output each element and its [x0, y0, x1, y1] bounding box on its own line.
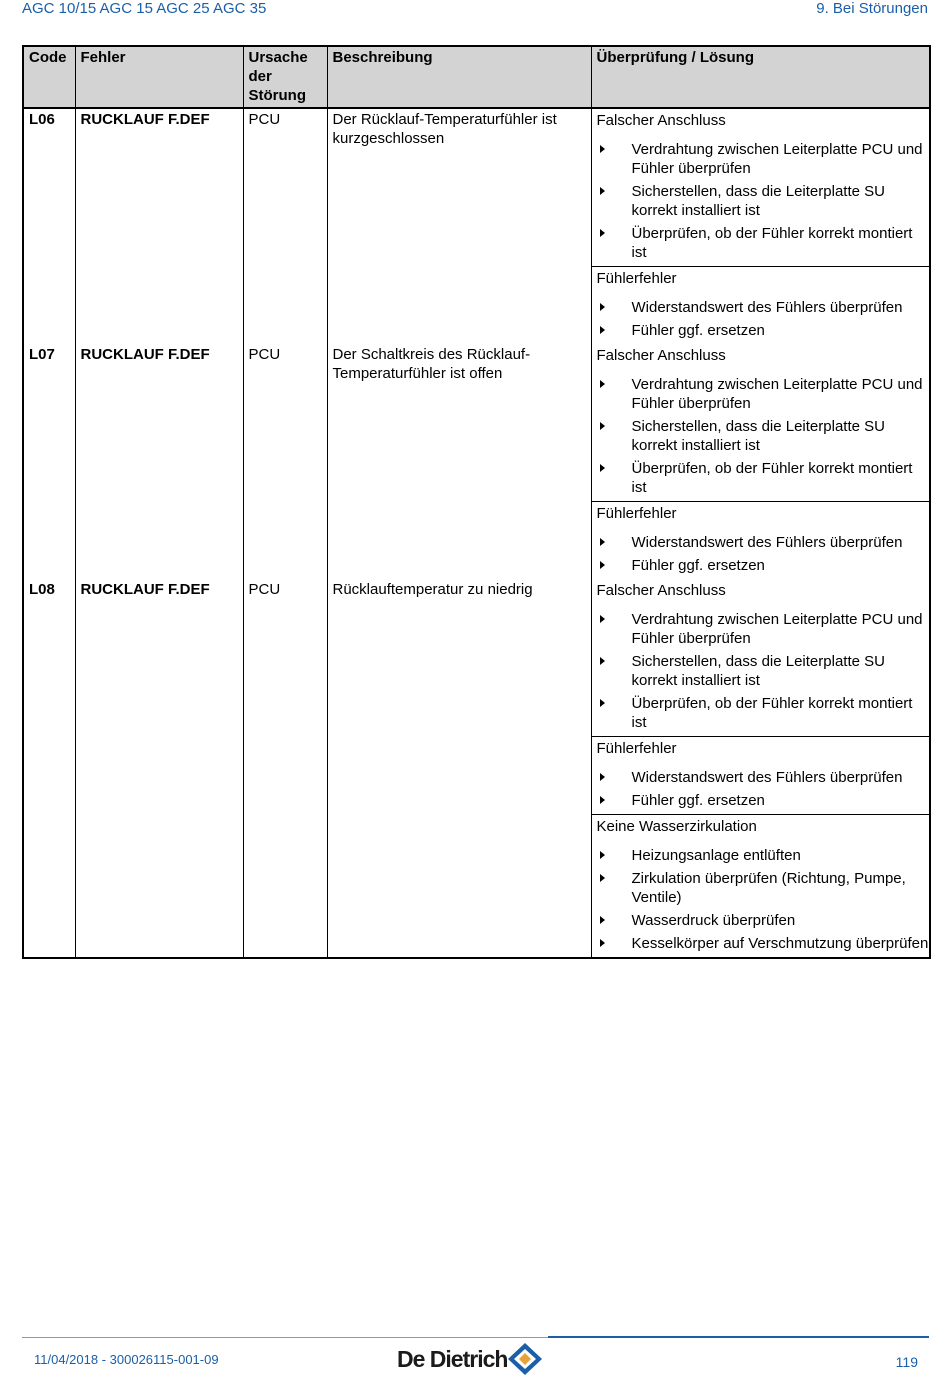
col-header-description: Beschreibung [327, 46, 591, 108]
triangle-right-icon [600, 464, 605, 472]
solution-item [592, 556, 930, 575]
triangle-right-icon [600, 657, 605, 665]
error-solution-cell [591, 108, 930, 344]
error-code-cell: L07 [23, 344, 75, 579]
solution-group-title: Fühlerfehler [596, 740, 677, 757]
solution-item-text: Sicherstellen, dass die Leiterplatte SU korrekt installiert ist [631, 418, 885, 454]
triangle-right-icon [600, 145, 605, 153]
solution-group-title: Fühlerfehler [596, 505, 677, 522]
solution-item-text: Widerstandswert des Fühlers überprüfen [631, 534, 903, 551]
col-header-solution: Überprüfung / Lösung [591, 46, 930, 108]
triangle-right-icon [600, 561, 605, 569]
solution-group-title: Falscher Anschluss [596, 112, 726, 129]
solution-item [592, 459, 930, 497]
col-header-fault: Fehler [75, 46, 243, 108]
solution-item-text: Verdrahtung zwischen Leiterplatte PCU und Fühler überprüfen [631, 611, 923, 647]
col-header-cause: Ursache der Störung [243, 46, 327, 108]
error-code-cell: L08 [23, 579, 75, 958]
triangle-right-icon [600, 326, 605, 334]
solution-item-text: Sicherstellen, dass die Leiterplatte SU korrekt installiert ist [631, 183, 885, 219]
solution-group [592, 501, 930, 575]
solution-item-text: Fühler ggf. ersetzen [631, 322, 765, 339]
triangle-right-icon [600, 874, 605, 882]
solution-group-title: Falscher Anschluss [596, 582, 726, 599]
brand-logo [397, 1342, 543, 1376]
solution-item [592, 791, 930, 810]
table-row [23, 579, 930, 958]
triangle-right-icon [600, 303, 605, 311]
solution-group-title: Fühlerfehler [596, 270, 677, 287]
solution-item-text: Überprüfen, ob der Fühler korrekt montiert ist [631, 225, 913, 261]
solution-item [592, 869, 930, 907]
error-solution-cell [591, 344, 930, 579]
triangle-right-icon [600, 187, 605, 195]
solution-item-text: Verdrahtung zwischen Leiterplatte PCU und Fühler überprüfen [631, 141, 923, 177]
triangle-right-icon [600, 229, 605, 237]
error-fault-cell: RUCKLAUF F.DEF [75, 579, 243, 958]
solution-item [592, 533, 930, 552]
error-table [22, 45, 931, 959]
solution-group [592, 266, 930, 340]
table-row [23, 108, 930, 344]
solution-item [592, 224, 930, 262]
solution-item [592, 911, 930, 930]
solution-item-text: Wasserdruck überprüfen [631, 912, 796, 929]
solution-item [592, 417, 930, 455]
triangle-right-icon [600, 939, 605, 947]
solution-item-text: Überprüfen, ob der Fühler korrekt montiert ist [631, 695, 913, 731]
triangle-right-icon [600, 380, 605, 388]
solution-item [592, 140, 930, 178]
error-description-cell: Der Rücklauf-Temperaturfühler ist kurzgeschlossen [327, 108, 591, 344]
table-header-row [23, 46, 930, 108]
solution-item-text: Widerstandswert des Fühlers überprüfen [631, 769, 903, 786]
footer-date-ref: 11/04/2018 - 300026115-001-09 [34, 1352, 219, 1367]
error-fault-cell: RUCKLAUF F.DEF [75, 108, 243, 344]
solution-item [592, 652, 930, 690]
solution-item-text: Zirkulation überprüfen (Richtung, Pumpe, Ventile) [631, 870, 906, 906]
triangle-right-icon [600, 796, 605, 804]
solution-group-title: Keine Wasserzirkulation [596, 818, 757, 835]
solution-item [592, 934, 930, 953]
col-header-code: Code [23, 46, 75, 108]
table-body [23, 108, 930, 958]
solution-item-text: Widerstandswert des Fühlers überprüfen [631, 299, 903, 316]
solution-item [592, 375, 930, 413]
footer-accent-bar [548, 1336, 929, 1338]
solution-item-text: Fühler ggf. ersetzen [631, 792, 765, 809]
table-row [23, 344, 930, 579]
solution-group [592, 736, 930, 810]
solution-item-text: Sicherstellen, dass die Leiterplatte SU korrekt installiert ist [631, 653, 885, 689]
solution-item-text: Überprüfen, ob der Fühler korrekt montiert ist [631, 460, 913, 496]
solution-group [592, 344, 930, 497]
triangle-right-icon [600, 851, 605, 859]
de-dietrich-diamond-icon [507, 1342, 543, 1376]
solution-item-text: Kesselkörper auf Verschmutzung überprüfen [631, 935, 929, 952]
error-solution-cell [591, 579, 930, 958]
solution-item-text: Fühler ggf. ersetzen [631, 557, 765, 574]
header-models: AGC 10/15 AGC 15 AGC 25 AGC 35 [22, 0, 267, 17]
triangle-right-icon [600, 916, 605, 924]
triangle-right-icon [600, 699, 605, 707]
solution-item [592, 610, 930, 648]
solution-item-text: Heizungsanlage entlüften [631, 847, 801, 864]
solution-item-text: Verdrahtung zwischen Leiterplatte PCU und Fühler überprüfen [631, 376, 923, 412]
solution-item [592, 846, 930, 865]
solution-group-title: Falscher Anschluss [596, 347, 726, 364]
solution-item [592, 298, 930, 317]
solution-group [592, 579, 930, 732]
solution-item [592, 694, 930, 732]
solution-item [592, 321, 930, 340]
error-cause-cell: PCU [243, 108, 327, 344]
header-section: 9. Bei Störungen [816, 0, 928, 17]
triangle-right-icon [600, 615, 605, 623]
solution-item [592, 182, 930, 220]
triangle-right-icon [600, 773, 605, 781]
solution-item [592, 768, 930, 787]
triangle-right-icon [600, 422, 605, 430]
error-fault-cell: RUCKLAUF F.DEF [75, 344, 243, 579]
error-description-cell: Der Schaltkreis des Rücklauf-Temperaturfühler ist offen [327, 344, 591, 579]
brand-logo-text: De Dietrich [397, 1345, 508, 1372]
page-number: 119 [895, 1354, 918, 1370]
error-cause-cell: PCU [243, 579, 327, 958]
triangle-right-icon [600, 538, 605, 546]
error-code-cell: L06 [23, 108, 75, 344]
solution-group [592, 814, 930, 953]
error-description-cell: Rücklauftemperatur zu niedrig [327, 579, 591, 958]
error-cause-cell: PCU [243, 344, 327, 579]
solution-group [592, 109, 930, 262]
